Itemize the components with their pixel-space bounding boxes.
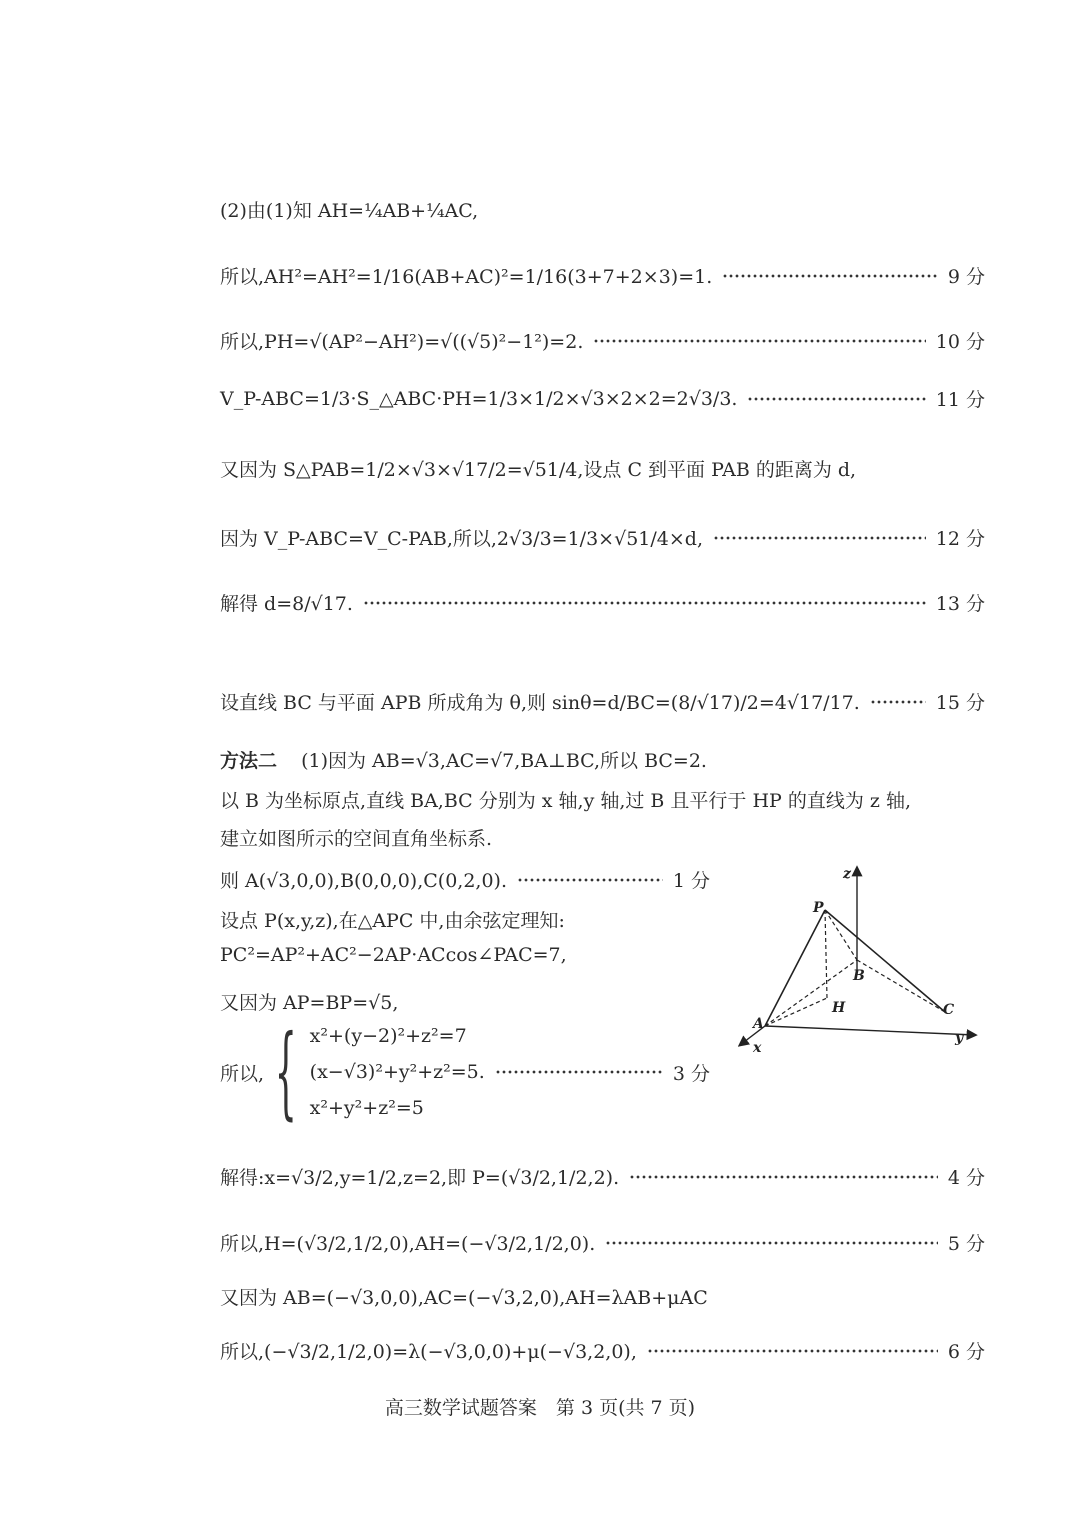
dot-leader — [593, 339, 925, 343]
coordinate-figure — [735, 860, 985, 1060]
equation-system — [310, 1025, 485, 1119]
line-2 — [220, 262, 985, 289]
equation-3: x²+y²+z²=5 — [309, 1097, 424, 1119]
line-11: 建立如图所示的空间直角坐标系. — [220, 828, 493, 850]
line-13: 设点 P(x,y,z),在△APC 中,由余弦定理知: — [220, 910, 565, 932]
line-4 — [220, 385, 985, 412]
label-z: z — [843, 866, 851, 882]
score-11: 11 分 — [935, 389, 985, 411]
page-footer: 高三数学试题答案 第 3 页(共 7 页) — [384, 1397, 696, 1419]
line-9 — [220, 746, 707, 773]
line-20-text: 所以,(−√3/2,1/2,0)=λ(−√3,0,0)+μ(−√3,2,0), — [220, 1341, 637, 1363]
line-9-text: (1)因为 AB=√3,AC=√7,BA⊥BC,所以 BC=2. — [301, 750, 707, 772]
edge-BC — [857, 960, 945, 1012]
line-8-text: 设直线 BC 与平面 APB 所成角为 θ,则 sinθ=d/BC=(8/√17)/2=4√17/17. — [220, 692, 860, 714]
line-14: PC²=AP²+AC²−2AP·ACcos∠PAC=7, — [220, 944, 567, 966]
dot-leader — [363, 601, 926, 605]
line-17-text: 解得:x=√3/2,y=1/2,z=2,即 P=(√3/2,1/2,2). — [220, 1167, 620, 1189]
y-axis — [765, 1026, 975, 1035]
equation-system-row — [220, 1013, 710, 1130]
score-15: 15 分 — [935, 692, 985, 714]
score-12: 12 分 — [935, 528, 985, 550]
line-17 — [220, 1163, 985, 1190]
label-y: y — [955, 1030, 964, 1046]
line-7 — [220, 589, 985, 616]
line-15: 又因为 AP=BP=√5, — [220, 992, 399, 1014]
line-18-text: 所以,H=(√3/2,1/2,0),AH=(−√3/2,1/2,0). — [220, 1233, 596, 1255]
method-two-heading: 方法二 — [220, 750, 278, 772]
label-H: H — [832, 1000, 846, 1016]
dot-leader — [747, 397, 925, 401]
score-3: 3 分 — [672, 1062, 710, 1085]
label-C: C — [943, 1002, 955, 1018]
dot-leader — [647, 1349, 938, 1353]
line-12-text: 则 A(√3,0,0),B(0,0,0),C(0,2,0). — [220, 870, 507, 892]
dot-leader — [870, 700, 926, 704]
line-6 — [220, 524, 985, 551]
line-1: (2)由(1)知 AH=¼AB+¼AC, — [220, 200, 479, 222]
dot-leader — [722, 274, 938, 278]
line-6-text: 因为 V_P-ABC=V_C-PAB,所以,2√3/3=1/3×√51/4×d, — [220, 528, 703, 550]
edge-AB — [765, 960, 857, 1026]
dot-leader — [713, 536, 926, 540]
line-8 — [220, 688, 985, 715]
line-7-text: 解得 d=8/√17. — [220, 593, 353, 615]
score-9: 9 分 — [947, 266, 985, 288]
dot-leader — [629, 1175, 938, 1179]
edge-PC — [825, 910, 945, 1012]
line-19: 又因为 AB=(−√3,0,0),AC=(−√3,2,0),AH=λAB+μAC — [220, 1287, 708, 1309]
label-P: P — [813, 900, 824, 916]
score-6: 6 分 — [947, 1341, 985, 1363]
line-20 — [220, 1337, 985, 1364]
score-5: 5 分 — [947, 1233, 985, 1255]
equation-2: (x−√3)²+y²+z²=5. — [309, 1061, 485, 1083]
edge-PB — [825, 910, 857, 960]
dot-leader — [517, 878, 663, 882]
line-12 — [220, 866, 710, 893]
dot-leader — [605, 1241, 938, 1245]
label-A: A — [753, 1016, 764, 1032]
score-1: 1 分 — [672, 870, 710, 892]
line-2-text: 所以,AH²=AH²=1/16(AB+AC)²=1/16(3+7+2×3)=1. — [220, 266, 713, 288]
left-brace: { — [274, 1013, 297, 1130]
equation-1: x²+(y−2)²+z²=7 — [309, 1025, 467, 1047]
line-5: 又因为 S△PAB=1/2×√3×√17/2=√51/4,设点 C 到平面 PAB 的距离为 d, — [220, 459, 857, 481]
segment-AH — [765, 998, 827, 1026]
edge-PA — [765, 910, 825, 1026]
score-13: 13 分 — [935, 593, 985, 615]
dot-leader — [495, 1070, 663, 1074]
segment-PH — [825, 910, 827, 998]
line-18 — [220, 1229, 985, 1256]
label-B: B — [853, 968, 865, 984]
line-10: 以 B 为坐标原点,直线 BA,BC 分别为 x 轴,y 轴,过 B 且平行于 HP 的直线为 z 轴, — [220, 790, 911, 812]
line-3 — [220, 327, 985, 354]
label-x: x — [753, 1040, 762, 1056]
line-3-text: 所以,PH=√(AP²−AH²)=√((√5)²−1²)=2. — [220, 331, 584, 353]
line-4-text: V_P-ABC=1/3·S_△ABC·PH=1/3×1/2×√3×2×2=2√3/3. — [220, 387, 738, 410]
line-16-prefix: 所以, — [220, 1062, 265, 1085]
score-4: 4 分 — [947, 1167, 985, 1189]
score-10: 10 分 — [935, 331, 985, 353]
